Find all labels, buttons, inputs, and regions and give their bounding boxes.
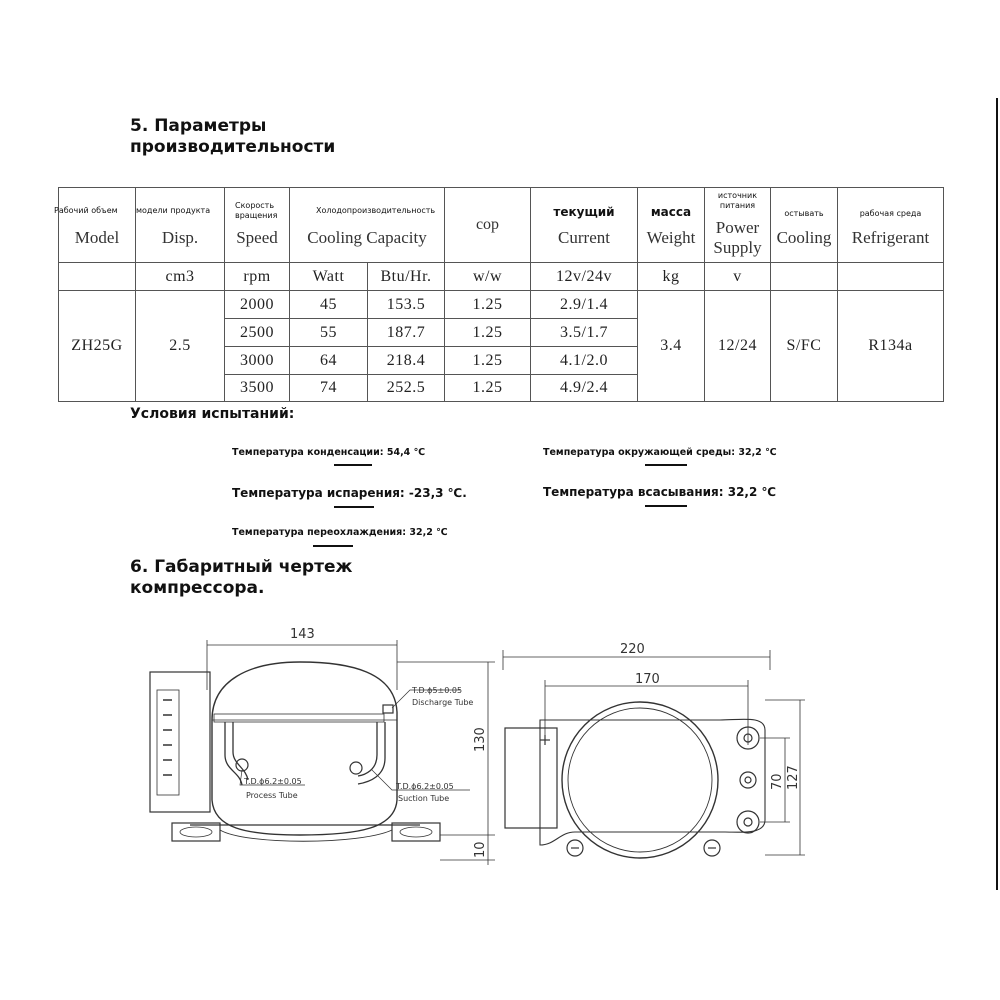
discharge-tube bbox=[383, 705, 393, 713]
terminal-box bbox=[150, 672, 210, 812]
section-5-title: 5. Параметры производительности bbox=[130, 116, 336, 157]
cell-model: ZH25G bbox=[59, 291, 136, 402]
units-power: v bbox=[705, 263, 771, 291]
cell-btu: 153.5 bbox=[368, 291, 445, 319]
units-watt: Watt bbox=[290, 263, 368, 291]
port-middle bbox=[740, 772, 756, 788]
right-foot bbox=[392, 823, 440, 841]
dim-mount-spacing: 170 bbox=[635, 672, 660, 687]
header-model-ru: Рабочий объем bbox=[54, 206, 118, 215]
port-bottom bbox=[737, 811, 759, 833]
side-view bbox=[150, 640, 495, 865]
cell-power: 12/24 bbox=[705, 291, 771, 402]
header-current-ru: текущий bbox=[553, 205, 615, 219]
discharge-spec: T.D.ϕ5±0.05 bbox=[412, 686, 463, 695]
cell-watt: 74 bbox=[290, 375, 368, 402]
units-weight: kg bbox=[638, 263, 705, 291]
cell-watt: 64 bbox=[290, 347, 368, 375]
conditions-title: Условия испытаний: bbox=[130, 406, 295, 422]
right-foot-grommet bbox=[400, 827, 432, 837]
cell-btu: 218.4 bbox=[368, 347, 445, 375]
cond-condensing: Температура конденсации: 54,4 ℃ bbox=[232, 447, 426, 458]
top-terminal-box bbox=[505, 728, 557, 828]
cell-cop: 1.25 bbox=[445, 319, 531, 347]
cond-suction: Температура всасывания: 32,2 ℃ bbox=[543, 485, 777, 499]
cell-watt: 45 bbox=[290, 291, 368, 319]
suction-tube bbox=[358, 722, 377, 776]
discharge-label: Discharge Tube bbox=[412, 698, 474, 707]
header-cooling-ru: Холодопроизводительность bbox=[316, 206, 436, 215]
cell-speed: 2500 bbox=[225, 319, 290, 347]
dim-width-top: 220 bbox=[620, 642, 645, 657]
shell-outer-circle bbox=[562, 702, 718, 858]
header-cooltype-ru: остывать bbox=[784, 209, 824, 218]
terminal-pins bbox=[163, 700, 172, 775]
cell-disp: 2.5 bbox=[136, 291, 225, 402]
cond-ambient: Температура окружающей среды: 32,2 ℃ bbox=[543, 447, 777, 458]
header-current-en: Current bbox=[558, 228, 610, 247]
cell-btu: 252.5 bbox=[368, 375, 445, 402]
cell-speed: 3500 bbox=[225, 375, 290, 402]
cell-cop: 1.25 bbox=[445, 291, 531, 319]
cell-current: 3.5/1.7 bbox=[531, 319, 638, 347]
cell-current: 2.9/1.4 bbox=[531, 291, 638, 319]
cell-cop: 1.25 bbox=[445, 347, 531, 375]
cell-current: 4.9/2.4 bbox=[531, 375, 638, 402]
shell-flange bbox=[214, 714, 384, 722]
dim-depth-top: 127 bbox=[786, 765, 801, 790]
cond-evaporating: Температура испарения: -23,3 ℃. bbox=[232, 486, 467, 500]
cell-speed: 3000 bbox=[225, 347, 290, 375]
units-btu: Btu/Hr. bbox=[368, 263, 445, 291]
port-middle-inner bbox=[745, 777, 751, 783]
suction-spec: T.D.ϕ6.2±0.05 bbox=[396, 782, 454, 791]
process-spec: T.D.ϕ6.2±0.05 bbox=[244, 777, 302, 786]
cell-cooling: S/FC bbox=[771, 291, 838, 402]
header-disp-en: Disp. bbox=[161, 228, 199, 247]
cell-weight: 3.4 bbox=[638, 291, 705, 402]
header-weight-ru: масса bbox=[650, 205, 692, 219]
process-label: Process Tube bbox=[246, 791, 298, 800]
header-model-en: Model bbox=[74, 228, 120, 247]
left-foot bbox=[172, 823, 220, 841]
header-refrig-en: Refrigerant bbox=[851, 228, 930, 247]
suction-label: Suction Tube bbox=[398, 794, 450, 803]
header-cooling-en: Cooling Capacity bbox=[307, 228, 427, 247]
units-disp: cm3 bbox=[136, 263, 225, 291]
dim-height-side: 130 bbox=[473, 727, 488, 752]
shell-inner-circle bbox=[568, 708, 712, 852]
cell-cop: 1.25 bbox=[445, 375, 531, 402]
cell-refrigerant: R134a bbox=[838, 291, 944, 402]
port-bottom-inner bbox=[744, 818, 752, 826]
units-current: 12v/24v bbox=[531, 263, 638, 291]
cell-watt: 55 bbox=[290, 319, 368, 347]
units-speed: rpm bbox=[225, 263, 290, 291]
cell-speed: 2000 bbox=[225, 291, 290, 319]
header-speed-en: Speed bbox=[236, 228, 278, 247]
header-power-ru: источник питания bbox=[717, 191, 758, 210]
cell-btu: 187.7 bbox=[368, 319, 445, 347]
header-cooltype-en: Cooling bbox=[776, 228, 832, 247]
units-cop: w/w bbox=[445, 263, 531, 291]
cond-subcooling: Температура переохлаждения: 32,2 ℃ bbox=[232, 527, 448, 538]
header-power-en: Power Supply bbox=[713, 218, 762, 257]
dim-hole-spacing: 70 bbox=[770, 773, 785, 790]
header-cop-en: cop bbox=[475, 216, 500, 233]
compressor-shell bbox=[212, 662, 397, 835]
header-disp-ru: модели продукта bbox=[136, 206, 211, 215]
terminal-plate bbox=[157, 690, 179, 795]
dim-width-side: 143 bbox=[290, 627, 315, 642]
suction-tube-end bbox=[350, 762, 362, 774]
cell-current: 4.1/2.0 bbox=[531, 347, 638, 375]
header-speed-ru: Скорость вращения bbox=[235, 201, 278, 220]
left-foot-grommet bbox=[180, 827, 212, 837]
dim-base-height: 10 bbox=[473, 841, 488, 858]
header-refrig-ru: рабочая среда bbox=[859, 209, 922, 218]
header-weight-en: Weight bbox=[646, 228, 696, 247]
section-6-title: 6. Габаритный чертеж компрессора. bbox=[130, 557, 353, 598]
